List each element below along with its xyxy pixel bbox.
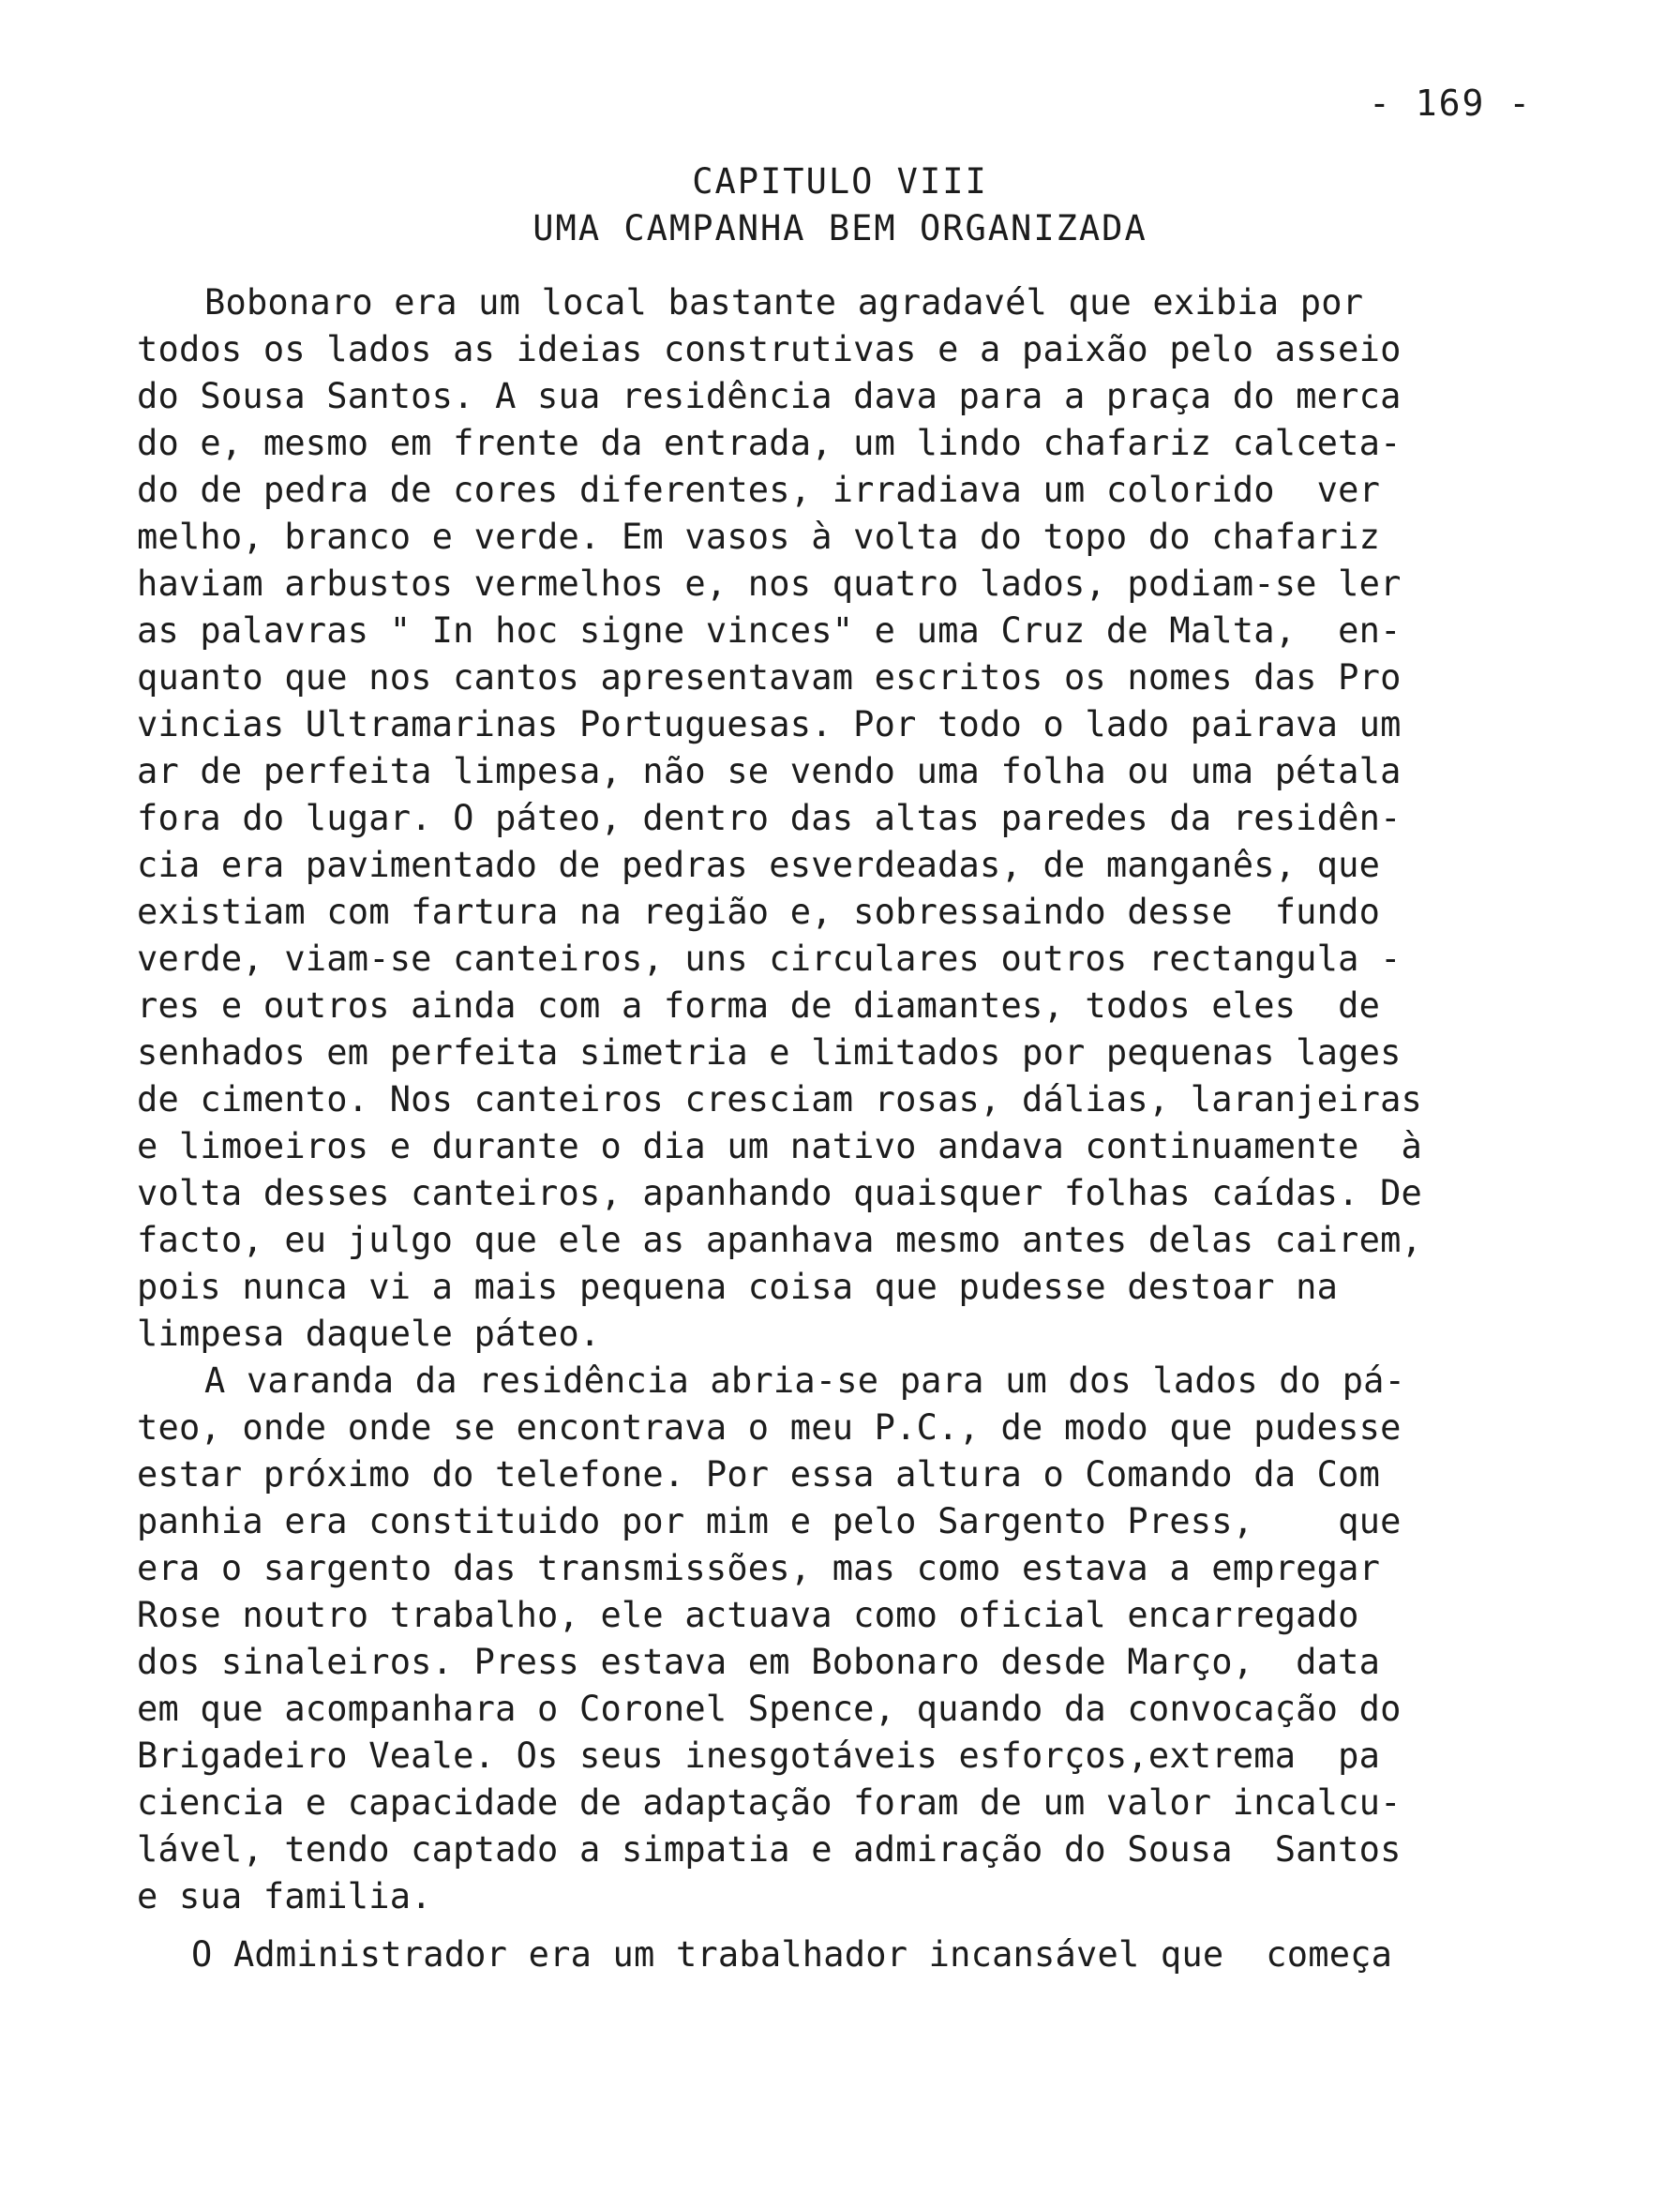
text-line: Brigadeiro Veale. Os seus inesgotáveis esforços,extrema pa — [137, 1736, 1381, 1776]
text-line: dos sinaleiros. Press estava em Bobonaro desde Março, data — [137, 1642, 1381, 1682]
text-line: O Administrador era um trabalhador incansável que começa — [191, 1934, 1393, 1975]
text-line: Bobonaro era um local bastante agradavél que exibia por — [204, 282, 1364, 323]
text-line: existiam com fartura na região e, sobressaindo desse fundo — [137, 892, 1381, 932]
text-line: estar próximo do telefone. Por essa altura o Comando da Com — [137, 1454, 1381, 1495]
text-line: as palavras " In hoc signe vinces" e uma Cruz de Malta, en- — [137, 610, 1402, 651]
chapter-subtitle: UMA CAMPANHA BEM ORGANIZADA — [532, 208, 1148, 248]
text-line: vincias Ultramarinas Portuguesas. Por todo o lado pairava um — [137, 704, 1402, 744]
text-line: haviam arbustos vermelhos e, nos quatro lados, podiam-se ler — [137, 564, 1402, 604]
text-line: do de pedra de cores diferentes, irradiava um colorido ver — [137, 470, 1381, 510]
text-line: em que acompanhara o Coronel Spence, quando da convocação do — [137, 1689, 1402, 1729]
text-line: teo, onde onde se encontrava o meu P.C., de modo que pudesse — [137, 1407, 1402, 1448]
body-text — [0, 279, 1680, 2061]
text-line: panhia era constituido por mim e pelo Sargento Press, que — [137, 1501, 1402, 1541]
text-line: limpesa daquele páteo. — [137, 1314, 601, 1354]
text-line: era o sargento das transmissões, mas como estava a empregar — [137, 1548, 1381, 1588]
text-line: e limoeiros e durante o dia um nativo andava continuamente à — [137, 1126, 1423, 1166]
text-line: ar de perfeita limpesa, não se vendo uma folha ou uma pétala — [137, 751, 1402, 791]
text-line: Rose noutro trabalho, ele actuava como oficial encarregado — [137, 1595, 1359, 1635]
text-line: facto, eu julgo que ele as apanhava mesmo antes delas cairem, — [137, 1220, 1423, 1260]
text-line: de cimento. Nos canteiros cresciam rosas, dálias, laranjeiras — [137, 1079, 1423, 1120]
text-line: A varanda da residência abria-se para um dos lados do pá- — [204, 1360, 1406, 1401]
chapter-title: CAPITULO VIII — [692, 161, 988, 202]
text-line: todos os lados as ideias construtivas e a paixão pelo asseio — [137, 329, 1402, 369]
text-line: pois nunca vi a mais pequena coisa que pudesse destoar na — [137, 1267, 1339, 1307]
text-line: lável, tendo captado a simpatia e admiração do Sousa Santos — [137, 1829, 1402, 1870]
text-line: res e outros ainda com a forma de diamantes, todos eles de — [137, 985, 1381, 1026]
text-line: ciencia e capacidade de adaptação foram de um valor incalcu- — [137, 1782, 1402, 1823]
page-number: - 169 - — [1369, 83, 1533, 124]
text-line: quanto que nos cantos apresentavam escritos os nomes das Pro — [137, 657, 1402, 698]
text-line: cia era pavimentado de pedras esverdeadas, de manganês, que — [137, 845, 1381, 885]
text-line: do e, mesmo em frente da entrada, um lindo chafariz calceta- — [137, 423, 1402, 463]
text-line: melho, branco e verde. Em vasos à volta do topo do chafariz — [137, 517, 1381, 557]
text-line: volta desses canteiros, apanhando quaisquer folhas caídas. De — [137, 1173, 1423, 1213]
text-line: verde, viam-se canteiros, uns circulares outros rectangula - — [137, 939, 1402, 979]
text-line: senhados em perfeita simetria e limitados por pequenas lages — [137, 1032, 1402, 1073]
text-line: fora do lugar. O páteo, dentro das altas paredes da residên- — [137, 798, 1402, 838]
text-line: do Sousa Santos. A sua residência dava para a praça do merca — [137, 376, 1402, 416]
text-line: e sua familia. — [137, 1876, 432, 1916]
